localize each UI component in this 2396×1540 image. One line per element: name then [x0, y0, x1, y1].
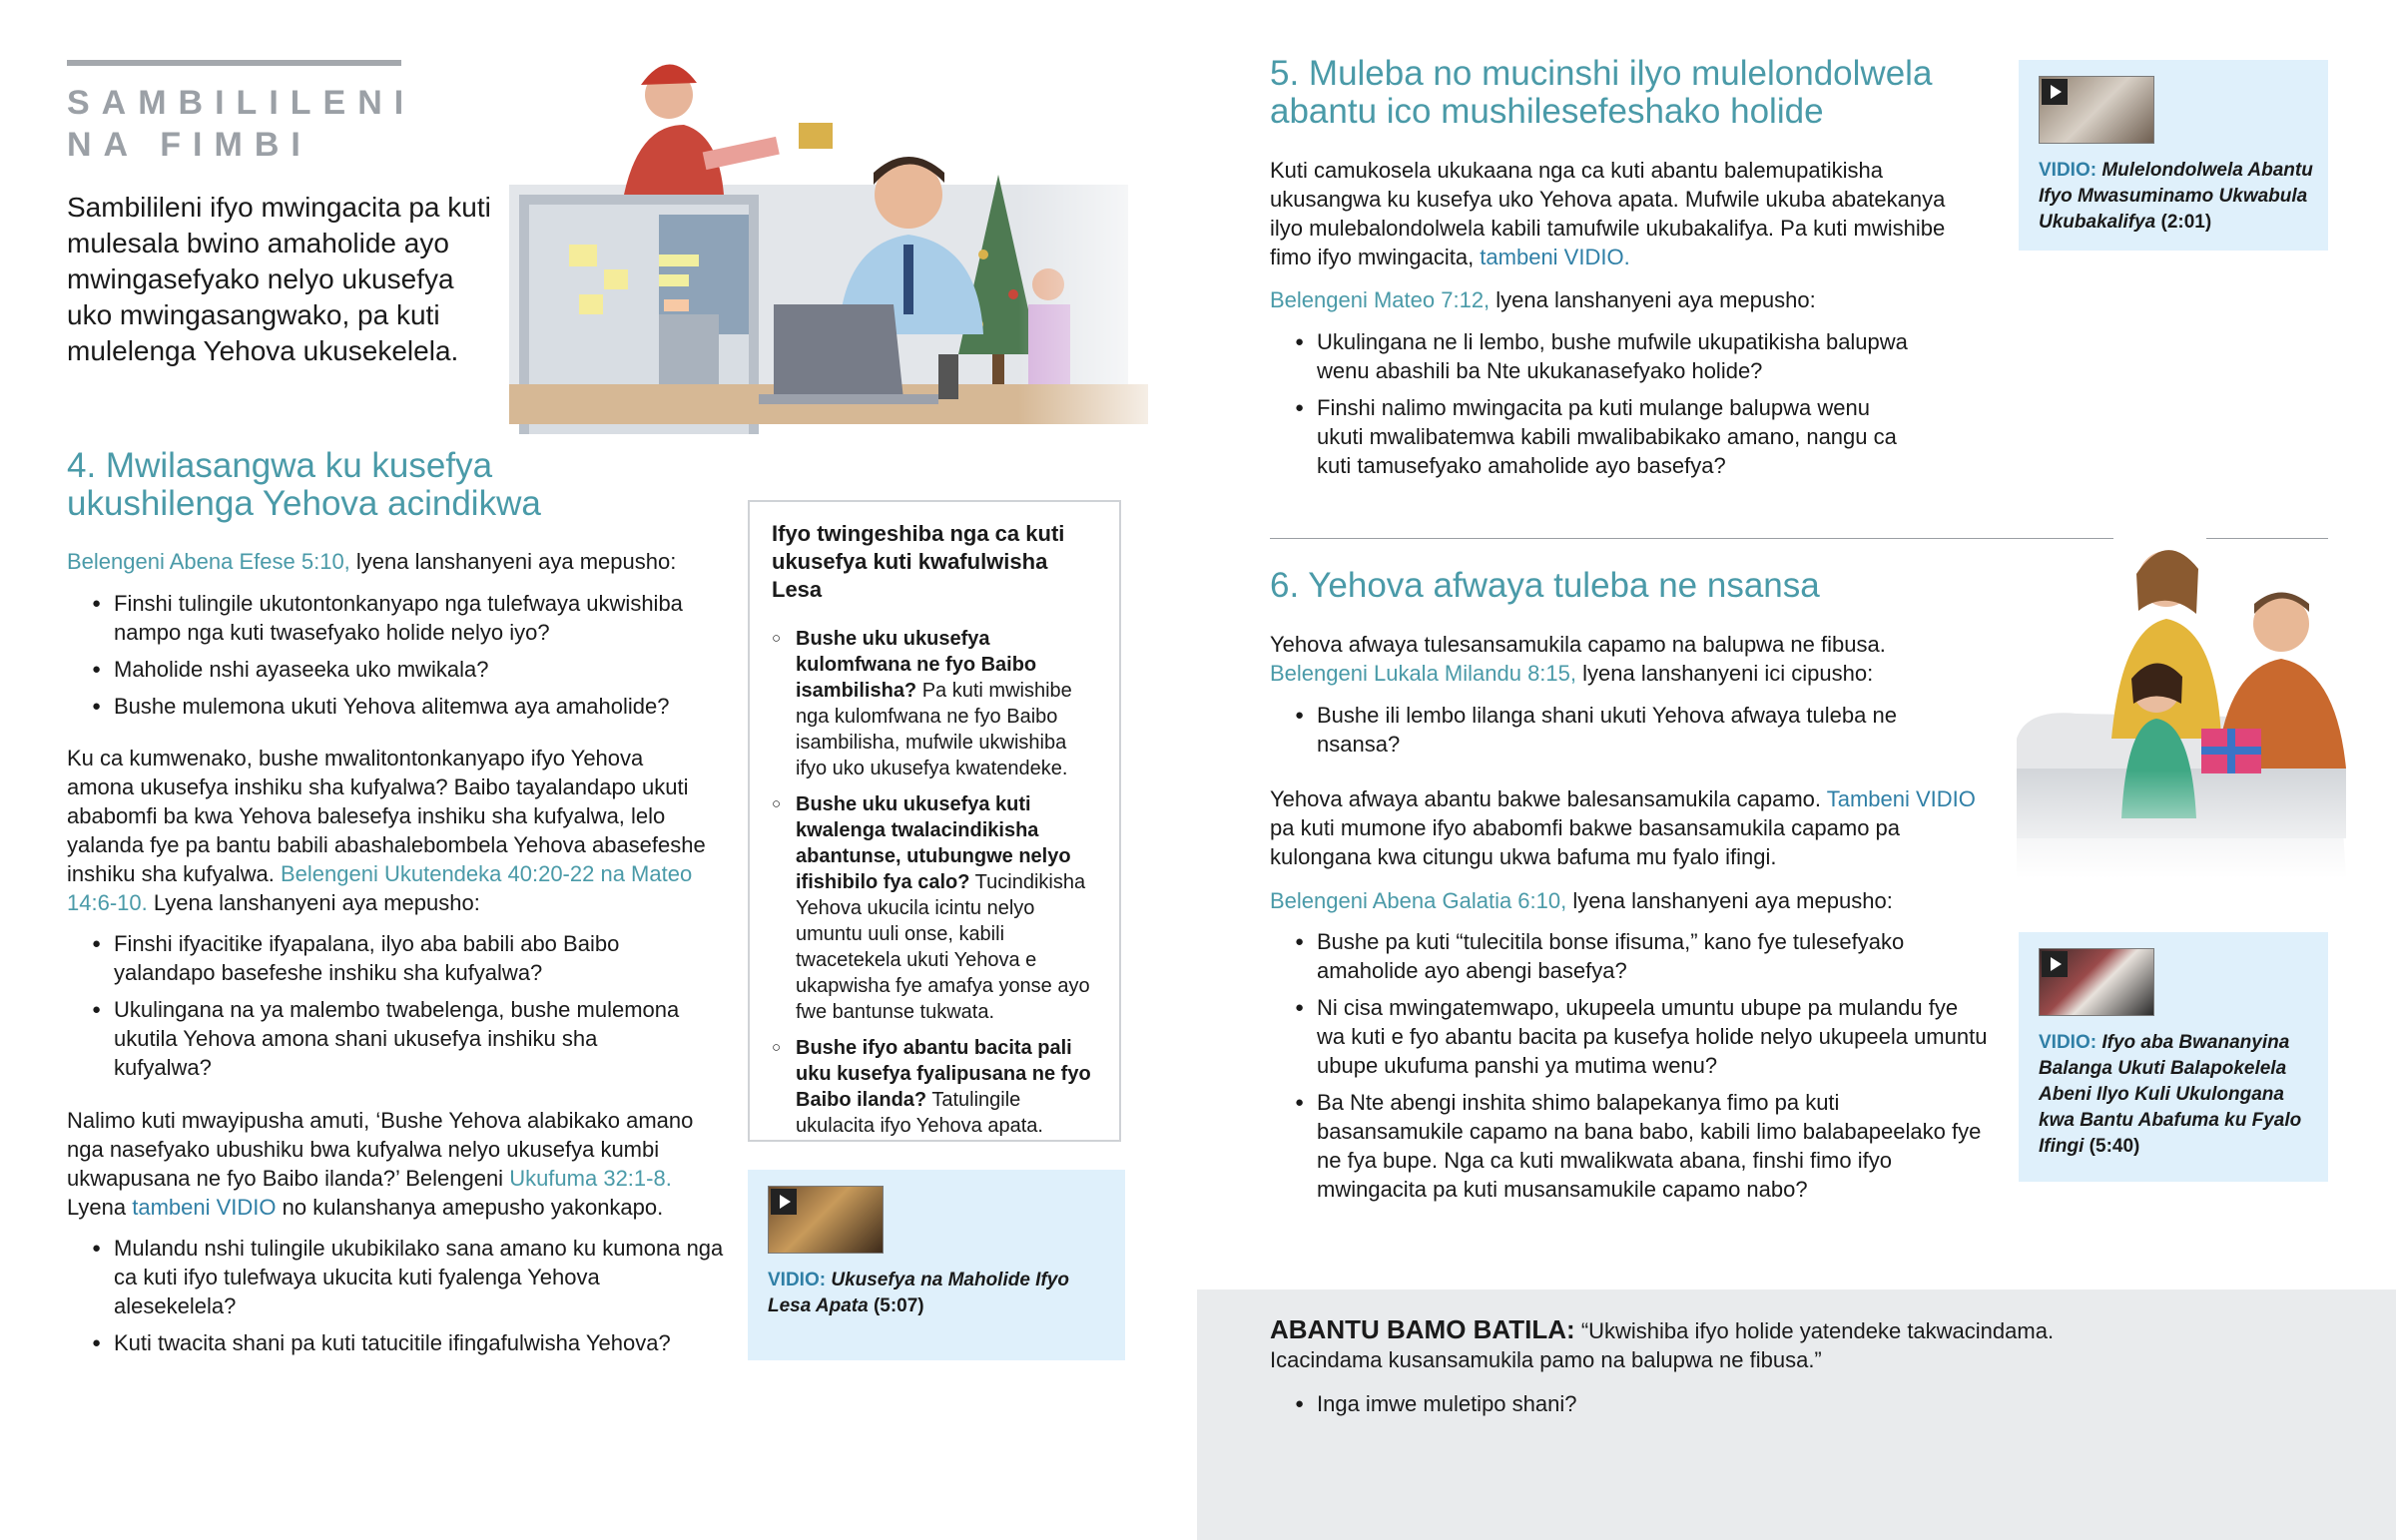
video-duration: (5:40) [2089, 1136, 2140, 1157]
list-item: ● Ba Nte abengi inshita shimo balapekanya fimo pa kuti basansamukile capamo na bana babo, kabili limo balabapeelako fye ne fya bupe. Nga ca kuti mwalikwata abana, finshi fimo ifyo mwingacita pa kuti musansamukile capamo nabo? [1270, 1088, 1989, 1204]
section5-read-line [1270, 285, 1816, 314]
video-title[interactable]: Mulelondolwela Abantu Ifyo Mwasuminamo Ukwabula Ukubakalifya [2039, 160, 2313, 233]
sidebar-q: Bushe ifyo abantu bacita pali uku kusefya fyalipusana ne fyo Baibo ilanda? [796, 1037, 1091, 1111]
play-icon[interactable] [2042, 951, 2068, 977]
section4-para2 [67, 744, 716, 917]
video-card-1[interactable] [748, 1170, 1125, 1360]
section4-para2-text: Ku ca kumwenako, bushe mwalitontonkanyapo ifyo Yehova amona ukusefya inshiku sha kufyalwa? Baibo tayalandapo ukuti ababomfi ba kwa Yehova balesefya inshiku sha kufyalwa, lelo yalanda fye pa bantu babili abashalebombela Yehova abasefeshe inshiku sha kufyalwa. [67, 746, 706, 886]
list-item: ● Maholide nshi ayaseeka uko mwikala? [67, 655, 706, 684]
section4-questions3 [67, 1234, 726, 1365]
family-illustration [2017, 519, 2346, 878]
office-illustration [509, 55, 1188, 444]
video-card-2[interactable] [2019, 60, 2328, 251]
video-caption [2039, 158, 2313, 236]
section4-para2-ref[interactable]: Belengeni Ukutendeka 40:20-22 na Mateo 14:6-10. [67, 861, 693, 915]
section4-para3-text: Nalimo kuti mwayipusha amuti, ‘Bushe Yehova alabikako amano nga nasefyako ubushiku bwa kufyalwa nelyo ukusefya kumbi ukwapusana ne fyo Baibo ilanda?’ Belengeni [67, 1108, 694, 1191]
section4-para3-mid: Lyena [67, 1195, 133, 1220]
list-item: ● Kuti twacita shani pa kuti tatucitile ifingafulwisha Yehova? [67, 1328, 726, 1357]
sidebar-a: Tatulingile ukulacita ifyo Yehova apata. [796, 1089, 1043, 1137]
video-caption [2039, 1030, 2313, 1160]
video-thumbnail[interactable] [2039, 948, 2154, 1016]
video-card-3[interactable] [2019, 932, 2328, 1182]
section5-video-link[interactable]: tambeni VIDIO. [1480, 245, 1630, 269]
page-title [67, 82, 415, 166]
section4-heading: 4. Mwilasangwa ku kusefya ukushilenga Yehova acindikwa [67, 446, 541, 523]
section5-para [1270, 156, 1974, 271]
section6-para1-text: Yehova afwaya tulesansamukila capamo na balupwa ne fibusa. [1270, 632, 1886, 657]
list-item [772, 1035, 1101, 1139]
section6-read-line [1270, 886, 1893, 915]
list-item: ● Bushe ili lembo lilanga shani ukuti Yehova afwaya tuleba ne nsansa? [1270, 701, 1909, 759]
sidebar-a: Pa kuti mwishibe nga kulomfwana ne fyo Baibo isambilisha, mufwile ukwishiba ifyo uko ukusefya kwatendeke. [796, 680, 1072, 779]
list-item: ● Finshi ifyacitike ifyapalana, ilyo aba babili abo Baibo yalandapo basefeshe inshiku sha kufyalwa? [67, 929, 686, 987]
section6-para1-tail: lyena lanshanyeni ici cipusho: [1576, 661, 1874, 686]
video-thumbnail[interactable] [768, 1186, 884, 1254]
section6-video-link[interactable]: Tambeni VIDIO [1826, 786, 1976, 811]
section5-heading: 5. Muleba no mucinshi ilyo mulelondolwela abantu ico mushilesefeshako holide [1270, 54, 1933, 131]
video-title[interactable]: Ukusefya na Maholide Ifyo Lesa Apata [768, 1270, 1069, 1316]
page-title-line1: SAMBILILENI [67, 84, 416, 122]
video-duration: (5:07) [873, 1295, 924, 1316]
section4-read-rest: lyena lanshanyeni aya mepusho: [349, 549, 677, 574]
list-item: ● Bushe pa kuti “tulecitila bonse ifisuma,” kano fye tulesefyako amaholide ayo abengi basefya? [1270, 927, 1989, 985]
play-icon[interactable] [771, 1189, 797, 1215]
sidebar-title: Ifyo twingeshiba nga ca kuti ukusefya kuti kwafulwisha Lesa [772, 521, 1065, 602]
section5-read-ref[interactable]: Belengeni Mateo 7:12, [1270, 287, 1491, 312]
list-item: ● Inga imwe muletipo shani? [1270, 1389, 1969, 1418]
section4-para3-tail: no kulanshanya amepusho yakonkapo. [276, 1195, 664, 1220]
sidebar-a: Tucindikisha Yehova ukucila icintu nelyo umuntu uuli onse, kabili twacetekela ukuti Yehova e ukapwisha fye amafya yonse ayo fwe bantunse tukwata. [796, 871, 1090, 1023]
list-item: ● Ni cisa mwingatemwapo, ukupeela umuntu ubupe pa mulandu fye wa kuti e fyo abantu bacita pa kusefya holide nelyo ukupeela umuntu ubupe ukufuma panshi ya mutima wenu? [1270, 993, 1989, 1080]
section6-para1 [1270, 630, 1949, 688]
list-item: ● Finshi nalimo mwingacita pa kuti mulange balupwa wenu ukuti mwalibatemwa kabili mwalibabikako amano, nangu ca kuti tamusefyako amaholide ayo basefya? [1270, 393, 1909, 480]
section6-read-ref1[interactable]: Belengeni Lukala Milandu 8:15, [1270, 661, 1577, 686]
footer-quote-text: “Ukwishiba ifyo holide yatendeke takwacindama. Icacindama kusansamukila pamo na balupwa ne fibusa.” [1270, 1318, 2055, 1372]
sidebar-box [748, 500, 1121, 1142]
footer-questions [1270, 1389, 1969, 1426]
list-item: ● Mulandu nshi tulingile ukubikilako sana amano ku kumona nga ca kuti ifyo tulefwaya ukucita kuti fyalenga Yehova alesekelela? [67, 1234, 726, 1320]
section6-para2 [1270, 784, 1989, 871]
section6-para2-text: Yehova afwaya abantu bakwe balesansamukila capamo. [1270, 786, 1827, 811]
section5-read-rest: lyena lanshanyeni aya mepusho: [1490, 287, 1816, 312]
video-title[interactable]: Ifyo aba Bwananyina Balanga Ukuti Balapokelela Abeni Ilyo Kuli Ukulongana kwa Bantu Abafuma ku Fyalo Ifingi [2039, 1032, 2302, 1157]
section6-questions1 [1270, 701, 1909, 767]
video-label: VIDIO: [768, 1270, 827, 1290]
section4-para2-tail: Lyena lanshanyeni aya mepusho: [147, 890, 480, 915]
header-rule [67, 60, 401, 66]
list-item: ● Ukulingana na ya malembo twabelenga, bushe mulemona ukutila Yehova amona shani ukusefya inshiku sha kufyalwa? [67, 995, 686, 1082]
section6-heading: 6. Yehova afwaya tuleba ne nsansa [1270, 566, 1820, 605]
sidebar-q: Bushe uku ukusefya kuti kwalenga twalacindikisha abantunse, utubungwe nelyo ifishibilo fya calo? [796, 793, 1071, 893]
section5-para-text: Kuti camukosela ukukaana nga ca kuti abantu balemupatikisha ukusangwa ku kusefya uko Yehova apata. Mufwile ukuba abatekanya ilyo mulebalondolwela kabili tamufwile ukubakalifya. Pa kuti mwishibe fimo ifyo mwingacita, [1270, 158, 1946, 269]
list-item: ● Ukulingana ne li lembo, bushe mufwile ukupatikisha balupwa wenu abashili ba Nte ukukanasefyako holide? [1270, 327, 1909, 385]
list-item: ● Finshi tulingile ukutontonkanyapo nga tulefwaya ukwishiba nampo nga kuti twasefyako holide nelyo iyo? [67, 589, 706, 647]
video-label: VIDIO: [2039, 160, 2097, 181]
section6-read-rest: lyena lanshanyeni aya mepusho: [1566, 888, 1893, 913]
play-icon[interactable] [2042, 79, 2068, 105]
section6-para2-tail: pa kuti mumone ifyo ababomfi bakwe basansamukila capamo pa kulongana kwa citungu ukwa bafuma mu fyalo ifingi. [1270, 815, 1901, 869]
video-duration: (2:01) [2160, 212, 2212, 233]
sidebar-q: Bushe uku ukusefya kulomfwana ne fyo Baibo isambilisha? [796, 628, 1037, 702]
section4-para3-ref[interactable]: Ukufuma 32:1-8. [509, 1166, 672, 1191]
section-divider [1270, 538, 2113, 539]
section4-video-link[interactable]: tambeni VIDIO [132, 1195, 277, 1220]
footer-lead: ABANTU BAMO BATILA: [1270, 1314, 1575, 1344]
section4-read-ref[interactable]: Belengeni Abena Efese 5:10, [67, 549, 350, 574]
list-item [772, 626, 1101, 781]
section4-questions2 [67, 929, 686, 1090]
section6-questions2 [1270, 927, 1989, 1212]
section6-read-ref2[interactable]: Belengeni Abena Galatia 6:10, [1270, 888, 1567, 913]
video-caption [768, 1268, 1087, 1319]
video-label: VIDIO: [2039, 1032, 2097, 1053]
sidebar-list [772, 626, 1101, 1149]
section4-para3 [67, 1106, 726, 1222]
section4-questions1 [67, 589, 706, 729]
section5-questions [1270, 327, 1909, 488]
video-thumbnail[interactable] [2039, 76, 2154, 144]
list-item [772, 791, 1101, 1025]
page-title-line2: NA FIMBI [67, 126, 312, 164]
section4-read-line [67, 547, 676, 576]
footer-quote [1270, 1315, 2168, 1374]
intro-text: Sambilileni ifyo mwingacita pa kuti mulesala bwino amaholide ayo mwingasefyako nelyo ukusefya uko mwingasangwako, pa kuti mulelenga Yehova ukusekelela. [67, 192, 491, 366]
footer-box [1197, 1289, 2396, 1540]
list-item: ● Bushe mulemona ukuti Yehova alitemwa aya amaholide? [67, 692, 706, 721]
